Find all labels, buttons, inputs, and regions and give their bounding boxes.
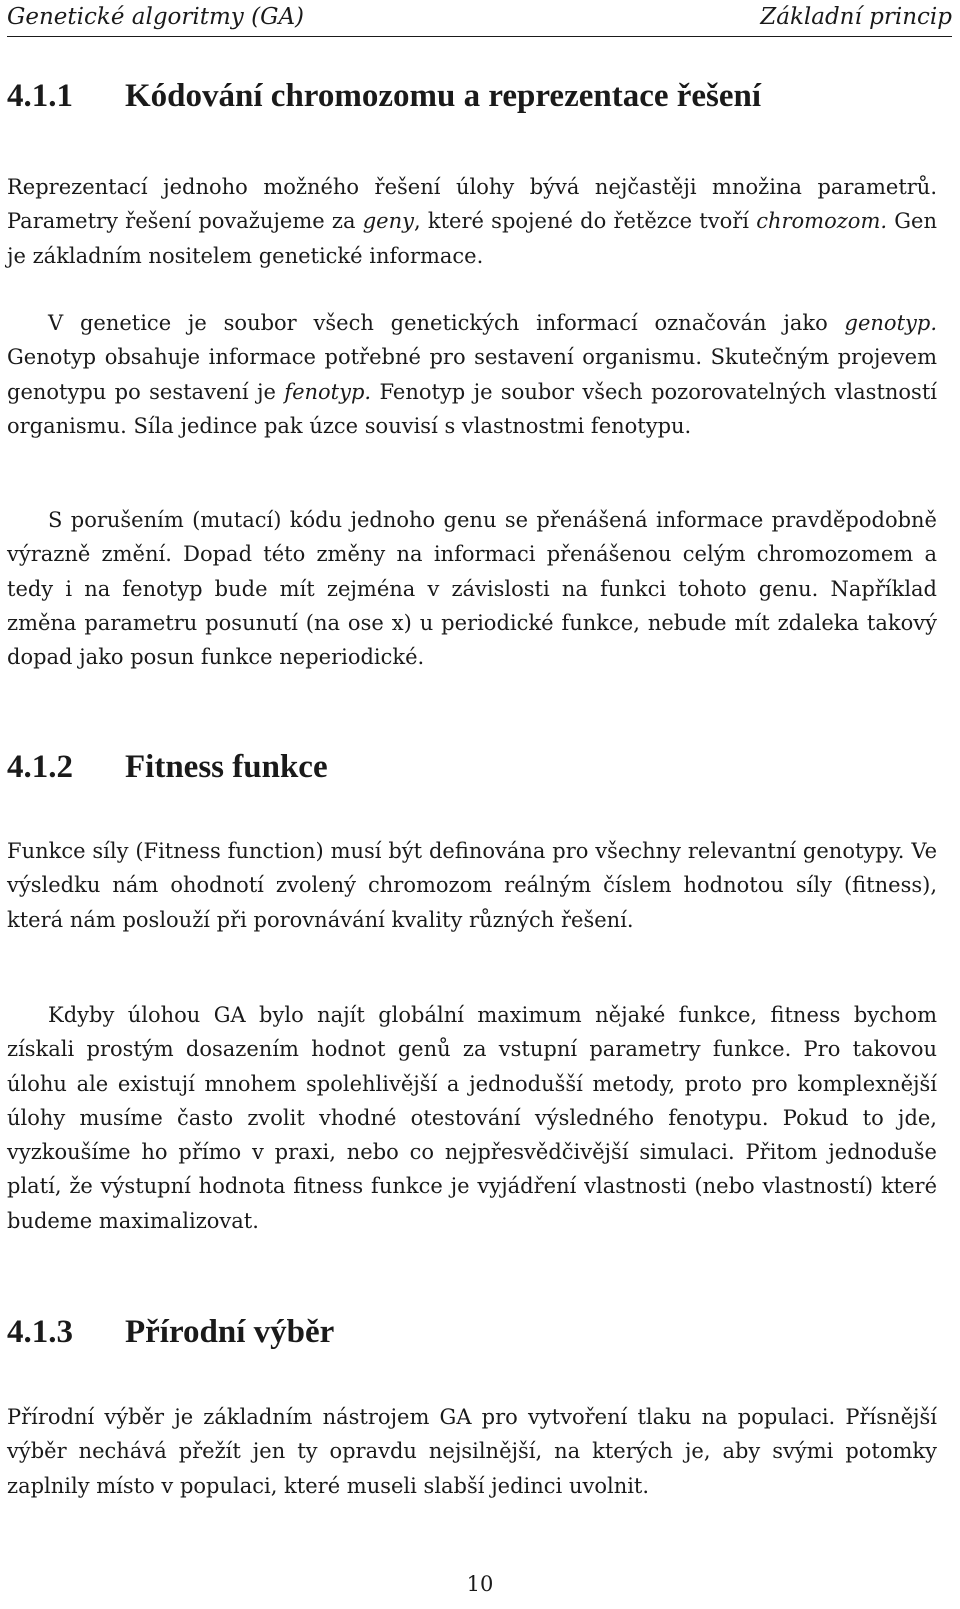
text-run: Reprezentací jednoho možného řešení úlohy bývá nejčastěji množina parametrů. Parametry řešení považujeme za <box>7 175 937 234</box>
section-number: 4.1.1 <box>7 78 73 114</box>
text-run: , které spojené do řetězce tvoří <box>413 209 757 234</box>
section-heading <box>7 1312 334 1352</box>
paragraph <box>7 170 937 273</box>
section-title: Fitness funkce <box>125 749 328 785</box>
paragraph <box>7 834 937 937</box>
text-run: Kdyby úlohou GA bylo najít globální maximum nějaké funkce, fitness bychom získali prostým dosazením hodnot genů za vstupní parametry funkce. Pro takovou úlohu ale existují mnohem spolehlivější a jednodušší metody, proto pro komplexnější úlohy musíme často zvolit vhodné otestování výsledného fenotypu. Pokud to jde, vyzkoušíme ho přímo v praxi, nebo co nejpřesvědčivější simulaci. Přitom jednoduše platí, že výstupní hodnota fitness funkce je vyjádření vlastnosti (nebo vlastností) které budeme maximalizovat. <box>7 1003 937 1233</box>
text-run: Fenotyp je soubor všech pozorovatelných vlastností organismu. Síla jedince pak úzce souvisí s vlastnostmi fenotypu. <box>7 379 937 438</box>
section-title: Kódování chromozomu a reprezentace řešení <box>125 78 762 114</box>
section-number: 4.1.2 <box>7 749 73 785</box>
section-title: Přírodní výběr <box>125 1314 335 1350</box>
text-run: Funkce síly (Fitness function) musí být definována pro všechny relevantní genotypy. Ve výsledku nám ohodnotí zvolený chromozom reálným číslem hodnotou síly (fitness), která nám poslouží při porovnávání kvality různých řešení. <box>7 839 937 932</box>
emphasized-term: fenotyp. <box>284 379 372 404</box>
running-header-chapter: Genetické algoritmy (GA) <box>7 4 305 30</box>
running-header-section: Základní princip <box>760 4 952 30</box>
text-run: Genotyp obsahuje informace potřebné pro sestavení organismu. Skutečným projevem genotypu po sestavení je <box>7 345 937 404</box>
text-run: Přírodní výběr je základním nástrojem GA pro vytvoření tlaku na populaci. Přísnější výběr nechává přežít jen ty opravdu nejsilnější, na kterých je, aby svými potomky zaplnily místo v populaci, které museli slabší jedinci uvolnit. <box>7 1405 937 1498</box>
emphasized-term: geny <box>362 209 414 234</box>
text-run: Gen je základním nositelem genetické informace. <box>7 209 938 268</box>
paragraph <box>7 306 937 443</box>
page-number: 10 <box>466 1572 494 1596</box>
section-heading <box>7 747 328 787</box>
text-run: S porušením (mutací) kódu jednoho genu se přenášená informace pravděpodobně výrazně změní. Dopad této změny na informaci přenášenou celým chromozomem a tedy i na fenotyp bude mít zejména v závislosti na funkci tohoto genu. Například změna parametru posunutí (na ose x) u periodické funkce, nebude mít zdaleka takový dopad jako posun funkce neperiodické. <box>7 508 937 670</box>
section-number: 4.1.3 <box>7 1314 73 1350</box>
emphasized-term: chromozom. <box>756 209 888 234</box>
emphasized-term: genotyp. <box>844 311 937 335</box>
section-heading <box>7 76 761 116</box>
running-header <box>7 0 952 37</box>
paragraph <box>7 998 937 1238</box>
paragraph <box>7 503 937 674</box>
text-run: V genetice je soubor všech genetických informací označován jako <box>48 311 845 335</box>
paragraph <box>7 1400 937 1503</box>
